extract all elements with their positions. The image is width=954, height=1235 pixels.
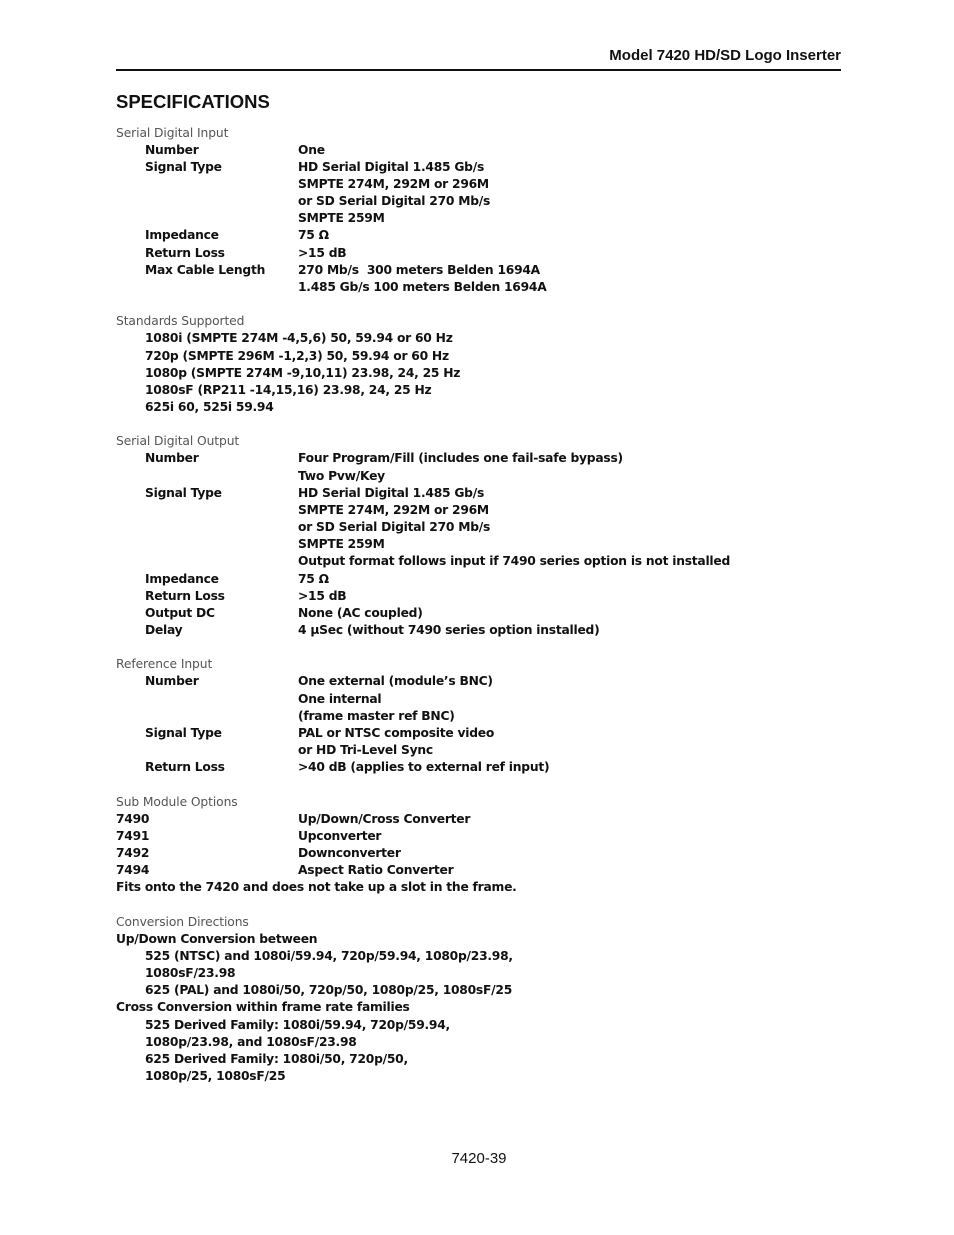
spec-label: Number bbox=[145, 451, 199, 466]
spec-value: Four Program/Fill (includes one fail-safe bypass) bbox=[298, 451, 623, 466]
spec-label: Return Loss bbox=[145, 245, 225, 260]
spec-label: 7494 bbox=[116, 863, 150, 878]
spec-value: >40 dB (applies to external ref input) bbox=[298, 760, 550, 775]
spec-label: 7492 bbox=[116, 846, 150, 860]
spec-value: >15 dB bbox=[298, 245, 347, 260]
spec-value: One internal bbox=[298, 691, 382, 706]
spec-row bbox=[116, 622, 856, 639]
group-heading: Cross Conversion within frame rate families bbox=[116, 1000, 410, 1015]
section-note: Fits onto the 7420 and does not take up a slot in the frame. bbox=[116, 880, 517, 895]
spec-value: One external (module’s BNC) bbox=[298, 674, 493, 689]
spec-row bbox=[116, 862, 856, 879]
spec-row bbox=[116, 262, 856, 296]
list-item: 1080p (SMPTE 274M -9,10,11) 23.98, 24, 25 Hz bbox=[145, 365, 461, 380]
spec-row bbox=[116, 485, 856, 571]
spec-value: Up/Down/Cross Converter bbox=[298, 811, 471, 826]
list-item: 625 (PAL) and 1080i/50, 720p/50, 1080p/25, 1080sF/25 bbox=[145, 983, 512, 998]
section-conversion-directions bbox=[116, 914, 856, 1086]
section-reference-input bbox=[116, 656, 856, 776]
spec-row bbox=[116, 605, 856, 622]
spec-value: or SD Serial Digital 270 Mb/s bbox=[298, 194, 491, 209]
page-title: SPECIFICATIONS bbox=[116, 91, 270, 112]
spec-value: SMPTE 274M, 292M or 296M bbox=[298, 502, 489, 517]
spec-value: SMPTE 259M bbox=[298, 537, 385, 552]
spec-value: (frame master ref BNC) bbox=[298, 708, 455, 723]
spec-row bbox=[116, 725, 856, 759]
section-title: Standards Supported bbox=[116, 314, 245, 329]
section-title: Serial Digital Output bbox=[116, 434, 240, 449]
spec-label: Signal Type bbox=[145, 159, 222, 174]
running-header: Model 7420 HD/SD Logo Inserter bbox=[609, 47, 841, 64]
spec-label: Number bbox=[145, 142, 199, 157]
section-title: Serial Digital Input bbox=[116, 125, 229, 140]
spec-label: Delay bbox=[145, 623, 183, 637]
list-item: 525 (NTSC) and 1080i/59.94, 720p/59.94, 1080p/23.98, bbox=[145, 948, 513, 963]
spec-row bbox=[116, 673, 856, 724]
section-title: Conversion Directions bbox=[116, 914, 249, 929]
spec-label: Impedance bbox=[145, 228, 219, 243]
list-item: 525 Derived Family: 1080i/59.94, 720p/59.94, bbox=[145, 1017, 450, 1032]
spec-row bbox=[116, 588, 856, 605]
spec-value: 270 Mb/s 300 meters Belden 1694A bbox=[298, 262, 540, 277]
spec-label: Return Loss bbox=[145, 588, 225, 603]
spec-value: or HD Tri-Level Sync bbox=[298, 743, 433, 758]
spec-row bbox=[116, 450, 856, 484]
spec-label: 7491 bbox=[116, 828, 150, 843]
spec-value: Two Pvw/Key bbox=[298, 468, 385, 483]
spec-row bbox=[116, 159, 856, 228]
spec-row bbox=[116, 142, 856, 159]
spec-value: HD Serial Digital 1.485 Gb/s bbox=[298, 159, 485, 174]
spec-row bbox=[116, 571, 856, 588]
list-item: 1080sF/23.98 bbox=[145, 966, 236, 981]
spec-value: 75 Ω bbox=[298, 571, 329, 586]
list-item: 625 Derived Family: 1080i/50, 720p/50, bbox=[145, 1051, 408, 1066]
spec-label: Max Cable Length bbox=[145, 262, 266, 277]
spec-row bbox=[116, 811, 856, 828]
spec-value: Aspect Ratio Converter bbox=[298, 863, 454, 878]
header-rule bbox=[116, 69, 841, 71]
spec-label: Output DC bbox=[145, 605, 215, 620]
section-title: Reference Input bbox=[116, 657, 213, 672]
spec-value: 1.485 Gb/s 100 meters Belden 1694A bbox=[298, 279, 547, 294]
list-item: 1080p/23.98, and 1080sF/23.98 bbox=[145, 1034, 357, 1049]
page-number: 7420-39 bbox=[451, 1150, 507, 1167]
spec-row bbox=[116, 245, 856, 262]
spec-value: None (AC coupled) bbox=[298, 605, 423, 620]
spec-label: Signal Type bbox=[145, 725, 222, 740]
spec-value: 75 Ω bbox=[298, 228, 329, 243]
spec-value: Output format follows input if 7490 series option is not installed bbox=[298, 554, 731, 569]
list-item: 1080sF (RP211 -14,15,16) 23.98, 24, 25 Hz bbox=[145, 382, 432, 397]
section-serial-digital-output bbox=[116, 433, 856, 639]
spec-value: HD Serial Digital 1.485 Gb/s bbox=[298, 485, 485, 500]
list-item: 720p (SMPTE 296M -1,2,3) 50, 59.94 or 60 Hz bbox=[145, 348, 449, 363]
spec-value: Downconverter bbox=[298, 846, 401, 860]
section-sub-module-options bbox=[116, 794, 856, 897]
spec-value: SMPTE 259M bbox=[298, 211, 385, 226]
spec-value: PAL or NTSC composite video bbox=[298, 725, 495, 740]
spec-row bbox=[116, 828, 856, 845]
list-item: 1080p/25, 1080sF/25 bbox=[145, 1069, 286, 1084]
list-item: 1080i (SMPTE 274M -4,5,6) 50, 59.94 or 60 Hz bbox=[145, 331, 453, 346]
spec-label: Impedance bbox=[145, 571, 219, 586]
spec-value: or SD Serial Digital 270 Mb/s bbox=[298, 520, 491, 535]
section-serial-digital-input bbox=[116, 125, 856, 297]
spec-body bbox=[116, 125, 856, 1103]
spec-value: 4 µSec (without 7490 series option installed) bbox=[298, 623, 600, 637]
section-title: Sub Module Options bbox=[116, 794, 238, 809]
spec-label: Number bbox=[145, 674, 199, 689]
spec-row bbox=[116, 227, 856, 244]
spec-value: One bbox=[298, 142, 325, 157]
spec-label: Signal Type bbox=[145, 485, 222, 500]
list-item: 625i 60, 525i 59.94 bbox=[145, 399, 274, 414]
spec-label: 7490 bbox=[116, 811, 150, 826]
section-standards-supported bbox=[116, 313, 856, 416]
spec-value: Upconverter bbox=[298, 828, 382, 843]
spec-value: SMPTE 274M, 292M or 296M bbox=[298, 176, 489, 191]
spec-row bbox=[116, 759, 856, 776]
group-heading: Up/Down Conversion between bbox=[116, 931, 318, 946]
spec-label: Return Loss bbox=[145, 760, 225, 775]
spec-value: >15 dB bbox=[298, 588, 347, 603]
spec-row bbox=[116, 845, 856, 862]
